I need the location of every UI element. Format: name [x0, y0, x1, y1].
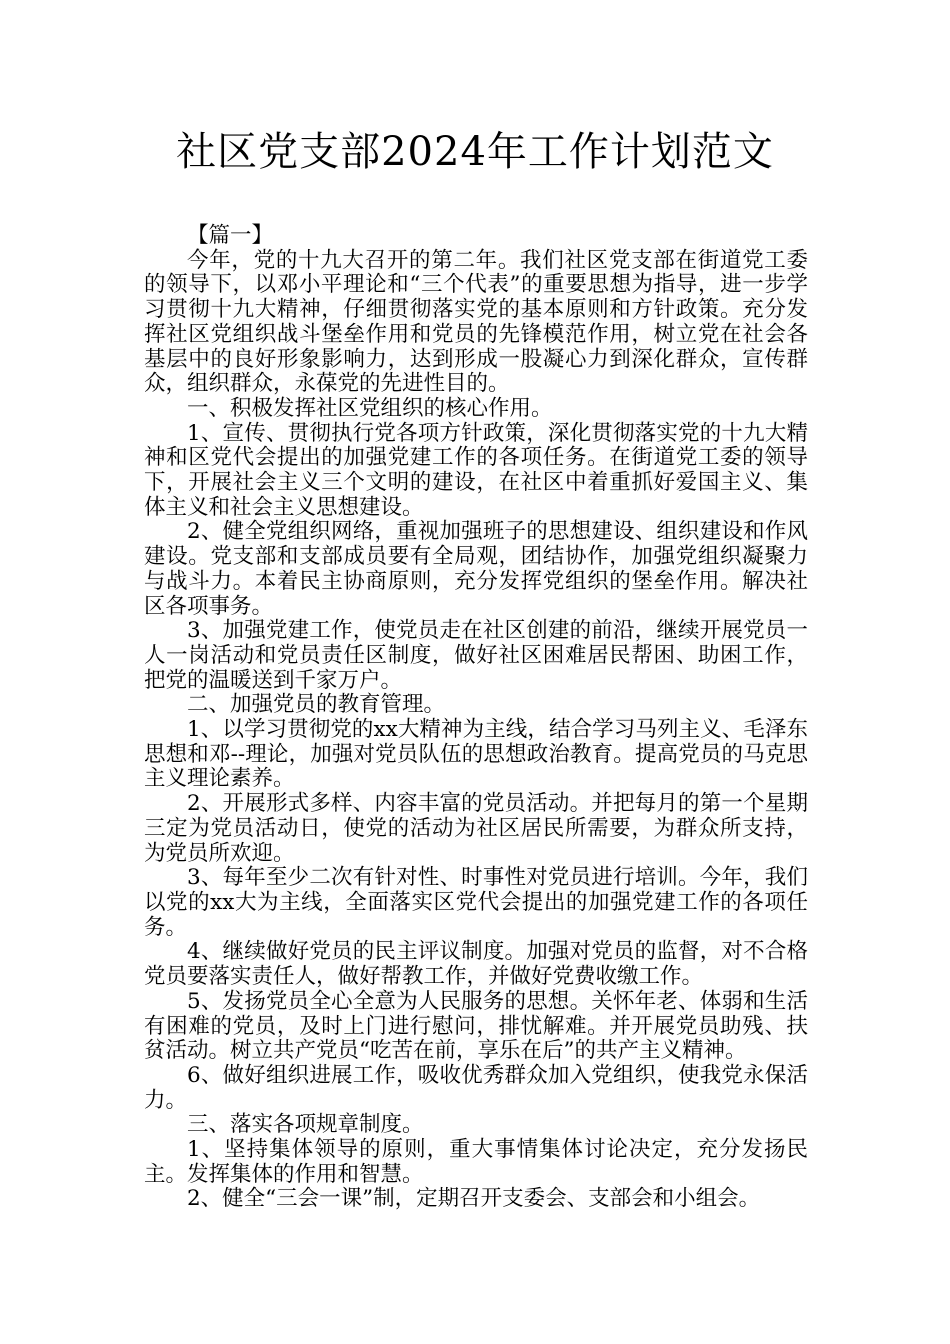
paragraph-1-1: 1、宣传、贯彻执行党各项方针政策，深化贯彻落实党的十九大精神和区党代会提出的加强党建工作的各项任务。在街道党工委的领导下，开展社会主义三个文明的建设，在社区中着重抓好爱国主义、集体主义和社会主义思想建设。 — [144, 420, 808, 520]
paragraph-3-2: 2、健全“三会一课”制，定期召开支委会、支部会和小组会。 — [187, 1186, 761, 1212]
paragraph-2-4: 4、继续做好党员的民主评议制度。加强对党员的监督，对不合格党员要落实责任人，做好帮教工作，并做好党费收缴工作。 — [144, 939, 808, 990]
paragraph-2-3: 3、每年至少二次有针对性、时事性对党员进行培训。今年，我们以党的xx大为主线，全面落实区党代会提出的加强党建工作的各项任务。 — [144, 865, 808, 940]
document-title: 社区党支部2024年工作计划范文 — [176, 129, 774, 175]
paragraph-2-2: 2、开展形式多样、内容丰富的党员活动。并把每月的第一个星期三定为党员活动日，使党的活动为社区居民所需要，为群众所支持，为党员所欢迎。 — [144, 791, 808, 866]
document-body — [144, 224, 808, 1212]
paragraph-1-2: 2、健全党组织网络，重视加强班子的思想建设、组织建设和作风建设。党支部和支部成员要有全局观，团结协作，加强党组织凝聚力与战斗力。本着民主协商原则，充分发挥党组织的堡垒作用。解决社区各项事务。 — [144, 519, 808, 619]
paragraph-intro: 今年，党的十九大召开的第二年。我们社区党支部在街道党工委的领导下，以邓小平理论和“三个代表”的重要思想为指导，进一步学习贯彻十九大精神，仔细贯彻落实党的基本原则和方针政策。充分发挥社区党组织战斗堡垒作用和党员的先锋模范作用，树立党在社会各基层中的良好形象影响力，达到形成一股凝心力到深化群众，宣传群众，组织群众，永葆党的先进性目的。 — [144, 247, 808, 397]
paragraph-1-3: 3、加强党建工作，使党员走在社区创建的前沿，继续开展党员一人一岗活动和党员责任区制度，做好社区困难居民帮困、助困工作，把党的温暖送到千家万户。 — [144, 618, 808, 693]
paragraph-2-5: 5、发扬党员全心全意为人民服务的思想。关怀年老、体弱和生活有困难的党员，及时上门进行慰问，排忧解难。并开展党员助残、扶贫活动。树立共产党员“吃苦在前，享乐在后”的共产主义精神。 — [144, 988, 808, 1064]
section-label: 【篇一】 — [187, 223, 274, 248]
heading-2: 二、加强党员的教育管理。 — [187, 692, 446, 718]
paragraph-2-1: 1、以学习贯彻党的xx大精神为主线，结合学习马列主义、毛泽东思想和邓--理论，加强对党员队伍的思想政治教育。提高党员的马克思主义理论素养。 — [144, 717, 808, 792]
paragraph-3-1: 1、坚持集体领导的原则，重大事情集体讨论决定，充分发扬民主。发挥集体的作用和智慧。 — [144, 1137, 808, 1187]
heading-1: 一、积极发挥社区党组织的核心作用。 — [187, 395, 553, 421]
heading-3: 三、落实各项规章制度。 — [187, 1112, 424, 1138]
paragraph-2-6: 6、做好组织进展工作，吸收优秀群众加入党组织，使我党永保活力。 — [144, 1062, 808, 1113]
